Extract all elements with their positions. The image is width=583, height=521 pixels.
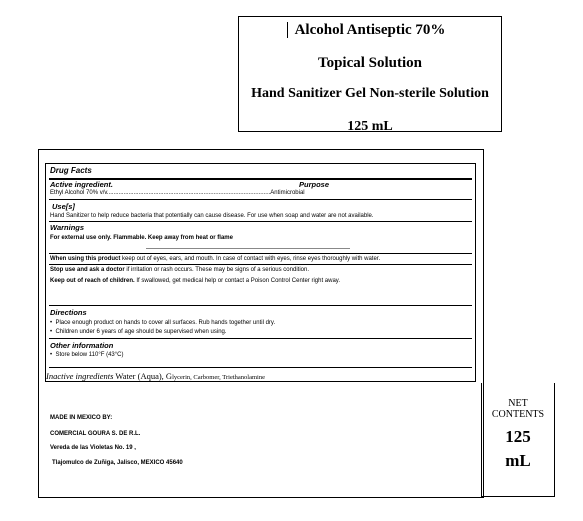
when-using-bold: When using this product	[50, 256, 121, 262]
directions-item-text: Children under 6 years of age should be supervised when using.	[55, 329, 227, 335]
inactive-ingredients-label: Inactive ingredients	[46, 371, 114, 381]
drug-facts-heading: Drug Facts	[50, 166, 92, 175]
product-label-box	[238, 16, 502, 132]
active-ingredient-value: Ethyl Alcohol 70% v/v..................................................................................................Antimicrobial	[50, 190, 305, 196]
made-in-line: MADE IN MEXICO BY:	[50, 415, 113, 421]
label-product-name: Hand Sanitizer Gel Non-sterile Solution	[251, 86, 489, 101]
keep-out-bold: Keep out of reach of children.	[50, 278, 135, 284]
purpose-label: Purpose	[299, 180, 330, 189]
divider	[49, 367, 472, 368]
stop-use-bold: Stop use and ask a doctor	[50, 267, 125, 273]
net-contents-box	[481, 383, 555, 497]
other-information-label: Other information	[50, 341, 114, 350]
divider	[49, 199, 472, 200]
company-name: COMERCIAL GOURA S. DE R.L.	[50, 431, 141, 437]
uses-text: Hand Sanitizer to help reduce bacteria that potentially can cause disease. For use when soap and water are not available.	[50, 213, 374, 219]
divider	[49, 264, 472, 265]
contents-label: CONTENTS	[491, 409, 545, 420]
divider	[49, 338, 472, 339]
when-using-text: keep out of eyes, ears, and mouth. In case of contact with eyes, rinse eyes thoroughly with water.	[120, 256, 381, 262]
label-subtitle: Topical Solution	[317, 55, 423, 71]
divider	[49, 305, 472, 306]
inactive-water: Water (Aqua), G	[113, 371, 173, 381]
divider	[146, 248, 350, 249]
directions-label: Directions	[50, 308, 87, 317]
divider	[49, 253, 472, 254]
inactive-rest: lycerin, Carbomer, Triethanolamine	[172, 374, 265, 381]
keep-out-text: If swallowed, get medical help or contact a Poison Control Center right away.	[134, 278, 341, 284]
net-amount: 125	[505, 427, 531, 446]
label-volume: 125 mL	[347, 119, 393, 134]
net-unit: mL	[505, 451, 531, 470]
inactive-ingredients-line	[46, 371, 265, 383]
address-street: Vereda de las Violetas No. 19 ,	[50, 445, 136, 451]
stop-use-text: if irritation or rash occurs. These may be signs of a serious condition.	[124, 267, 309, 273]
directions-item: • Children under 6 years of age should be supervised when using.	[50, 329, 227, 335]
divider	[49, 221, 472, 222]
net-label: NET	[508, 398, 528, 409]
when-using-line	[50, 255, 380, 263]
drug-facts-panel	[45, 163, 476, 382]
other-information-text: Store below 110°F (43°C)	[55, 352, 124, 358]
directions-item: • Place enough product on hands to cover all surfaces. Rub hands together until dry.	[50, 320, 276, 326]
active-ingredient-label: Active ingredient.	[50, 180, 113, 189]
stop-use-line	[50, 266, 309, 274]
warnings-label: Warnings	[50, 223, 85, 232]
uses-label: Use[s]	[52, 202, 75, 211]
warnings-flammable: For external use only. Flammable. Keep away from heat or flame	[50, 235, 233, 241]
address-city: Tlajomulco de Zuñiga, Jalisco, MEXICO 45640	[52, 460, 183, 466]
other-information-item: • Store below 110°F (43°C)	[50, 352, 124, 358]
directions-item-text: Place enough product on hands to cover all surfaces. Rub hands together until dry.	[55, 320, 276, 326]
keep-out-line	[50, 277, 340, 285]
label-title: Alcohol Antiseptic 70%	[294, 22, 446, 38]
